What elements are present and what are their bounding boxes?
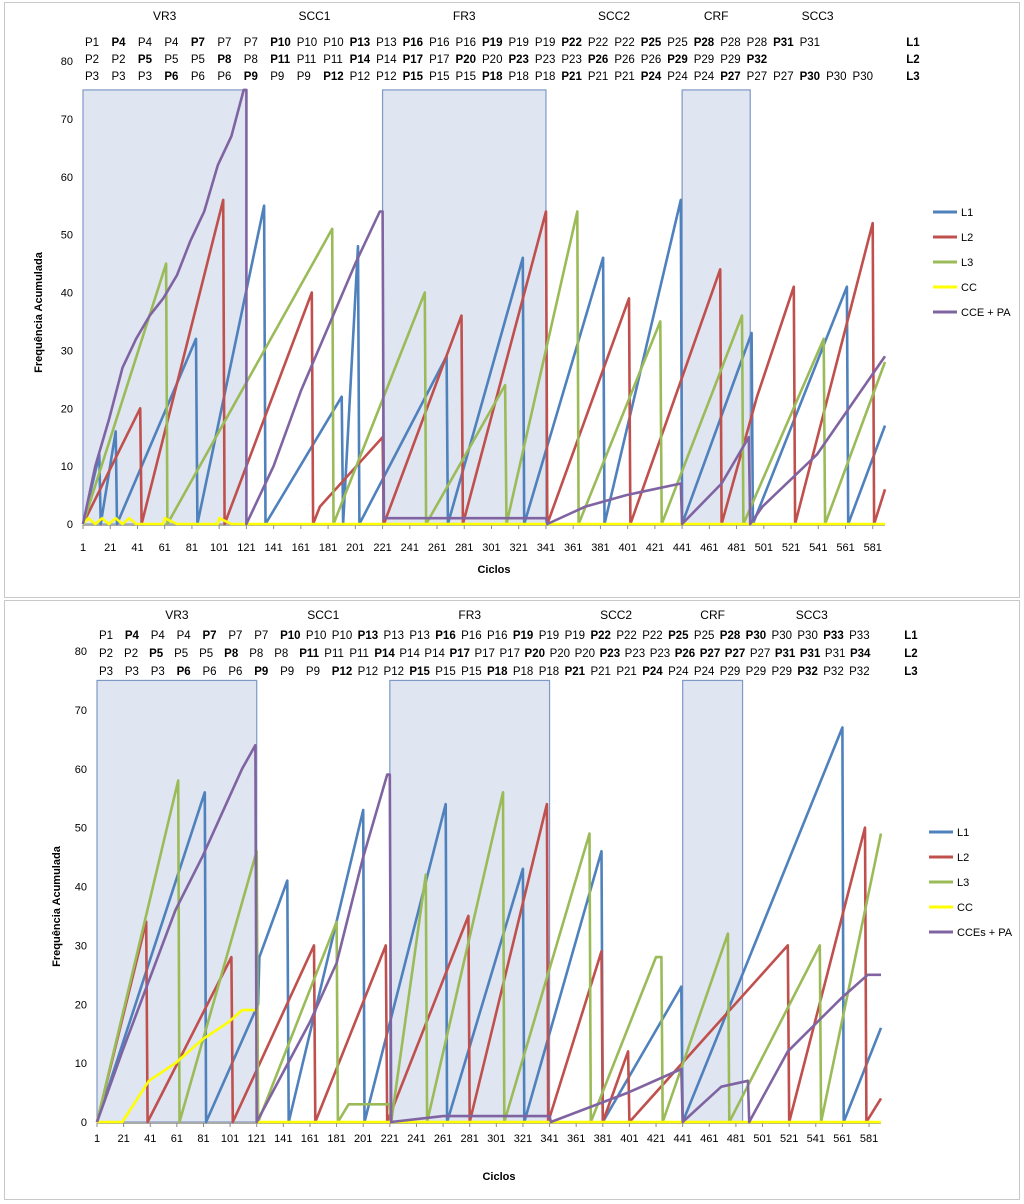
x-tick-label: 1 [79,542,87,554]
participant-cell: P19 [508,37,529,49]
participant-cell: P3 [137,71,153,83]
participant-cell: P6 [217,71,232,83]
participant-cell: P13 [409,630,430,642]
lane-label-l1: L1 [904,630,918,642]
participant-cell: P4 [176,630,191,642]
participant-cell: P32 [823,666,844,678]
participant-cell: P26 [674,648,696,660]
segment-title-fr3: FR3 [458,608,482,622]
participant-cell: P23 [599,648,621,660]
y-tick-label: 80 [74,646,87,658]
participant-cell: P17 [499,648,520,660]
y-tick-label: 50 [74,822,87,835]
participant-cell: P17 [474,648,495,660]
x-tick-label: 241 [407,1133,426,1145]
x-tick-label: 421 [645,542,665,554]
legend-label: CCEs + PA [957,927,1013,939]
participant-cell: P24 [667,71,688,83]
participant-cell: P32 [849,666,870,678]
x-tick-label: 401 [620,1133,639,1145]
participant-cell: P20 [549,648,571,660]
x-tick-label: 381 [593,1133,612,1145]
x-tick-label: 161 [291,542,311,554]
participant-cell: P30 [797,630,818,642]
participant-cell: P31 [824,648,846,660]
participant-cell: P30 [826,71,847,83]
participant-cell: P27 [749,648,771,660]
participant-cell: P28 [693,37,715,49]
participant-cell: P23 [508,54,529,66]
x-tick-label: 301 [487,1133,506,1145]
legend-label: L3 [961,257,974,269]
segment-title-scc3: SCC3 [801,9,834,23]
participant-cell: P15 [429,71,450,83]
y-tick-label: 60 [60,171,73,184]
participant-cell: P5 [199,648,214,660]
participant-cell: P24 [693,666,715,678]
participant-cell: P5 [190,54,205,66]
participant-cell: P10 [270,37,291,49]
participant-cell: P24 [642,666,663,678]
participant-cell: P20 [574,648,596,660]
x-tick-label: 401 [618,542,637,554]
x-tick-label: 561 [836,542,855,554]
participant-cell: P18 [508,71,529,83]
x-tick-label: 481 [727,542,746,554]
participant-cell: P7 [190,37,205,49]
participant-cell: P28 [746,37,768,49]
participant-cell: P23 [561,54,582,66]
participant-cell: P3 [150,666,165,678]
participant-cell: P27 [724,648,746,660]
participant-cell: P31 [773,37,794,49]
participant-cell: P22 [642,630,663,642]
x-tick-label: 341 [540,1133,559,1145]
x-tick-label: 201 [346,542,365,554]
participant-cell: P29 [667,54,688,66]
x-tick-label: 221 [380,1133,400,1145]
participant-cell: P18 [487,666,508,678]
y-tick-label: 30 [60,345,73,358]
x-tick-label: 421 [646,1133,666,1145]
participant-cell: P19 [564,630,586,642]
participant-cell: P19 [538,630,560,642]
participant-cell: P34 [849,648,871,660]
participant-cell: P11 [296,54,317,66]
y-axis-title: Frequência Acumulada [33,252,45,373]
y-tick-label: 30 [74,940,87,953]
y-tick-label: 20 [74,999,87,1012]
participant-cell: P4 [150,630,165,642]
y-tick-label: 50 [60,229,73,242]
participant-cell: P22 [616,630,637,642]
participant-cell: P5 [174,648,189,660]
participant-cell: P27 [773,71,794,83]
participant-cell: P26 [614,54,635,66]
participant-cell: P21 [587,71,609,83]
participant-cell: P4 [124,630,139,642]
x-tick-label: 121 [237,542,256,554]
x-axis-title: Ciclos [482,1171,516,1183]
participant-cell: P6 [202,666,217,678]
participant-cell: P33 [823,630,844,642]
participant-cell: P16 [435,630,456,642]
participant-cell: P30 [852,71,874,83]
participant-cell: P22 [561,37,582,49]
participant-cell: P7 [243,37,258,49]
x-tick-label: 321 [509,542,528,554]
participant-cell: P1 [99,630,114,642]
participant-cell: P14 [376,54,397,66]
participant-cell: P25 [668,630,689,642]
participant-cell: P24 [693,71,715,83]
participant-cell: P23 [534,54,556,66]
participant-cell: P6 [176,666,191,678]
lane-label-l2: L2 [906,54,920,66]
x-tick-label: 301 [482,542,501,554]
x-tick-label: 461 [700,1133,719,1145]
y-tick-label: 20 [60,403,73,416]
x-tick-label: 61 [170,1133,183,1145]
participant-cell: P12 [357,666,379,678]
participant-cell: P25 [693,630,715,642]
x-tick-label: 441 [673,1133,692,1145]
participant-cell: P10 [280,630,301,642]
participant-cell: P16 [455,37,477,49]
x-tick-label: 361 [564,542,583,554]
y-tick-label: 70 [74,704,87,717]
participant-cell: P20 [455,54,477,66]
segment-title-scc2: SCC2 [600,608,633,622]
legend-label: L2 [957,852,970,864]
participant-cell: P2 [111,54,126,66]
participant-cell: P10 [305,630,327,642]
x-tick-label: 521 [779,1133,799,1145]
participant-cell: P11 [324,648,344,660]
participant-cell: P23 [624,648,646,660]
participant-cell: P21 [561,71,582,83]
participant-cell: P4 [137,37,153,49]
lane-label-l2: L2 [904,648,918,660]
legend-label: L2 [961,232,974,244]
participant-cell: P32 [797,666,818,678]
x-tick-label: 61 [158,542,171,554]
participant-cell: P16 [402,37,424,49]
x-tick-label: 1 [93,1133,101,1145]
participant-cell: P7 [217,37,232,49]
participant-cell: P9 [305,666,321,678]
participant-cell: P13 [383,630,405,642]
participant-cell: P33 [849,630,870,642]
participant-cell: P32 [746,54,768,66]
participant-cell: P9 [254,666,269,678]
participant-cell: P27 [746,71,768,83]
x-tick-label: 541 [809,542,828,554]
participant-cell: P19 [512,630,534,642]
x-tick-label: 141 [274,1133,293,1145]
x-tick-label: 41 [131,542,144,554]
x-tick-label: 241 [400,542,419,554]
participant-cell: P18 [534,71,556,83]
participant-cell: P9 [280,666,295,678]
participant-cell: P14 [374,648,395,660]
segment-title-crf: CRF [700,608,725,622]
participant-cell: P22 [587,37,609,49]
segment-title-crf: CRF [703,9,729,23]
participant-cell: P31 [799,37,821,49]
participant-cell: P14 [424,648,445,660]
participant-cell: P15 [402,71,424,83]
participant-cell: P12 [376,71,397,83]
participant-cell: P30 [799,71,821,83]
participant-cell: P11 [349,648,369,660]
segment-title-scc1: SCC1 [307,608,340,622]
segment-title-scc2: SCC2 [598,9,631,23]
x-tick-label: 201 [354,1133,373,1145]
x-tick-label: 161 [300,1133,320,1145]
participant-cell: P11 [299,648,320,660]
legend-label: L3 [957,877,970,889]
participant-cell: P20 [482,54,503,66]
participant-cell: P27 [699,648,721,660]
participant-cell: P22 [614,37,635,49]
participant-cell: P29 [720,54,741,66]
x-tick-label: 41 [144,1133,157,1145]
participant-cell: P19 [534,37,556,49]
x-tick-label: 101 [220,1133,240,1145]
x-tick-label: 581 [863,542,882,554]
x-tick-label: 261 [427,542,447,554]
phase-shade-crf [683,680,743,1122]
participant-cell: P9 [296,71,311,83]
participant-cell: P5 [149,648,164,660]
participant-cell: P26 [640,54,662,66]
y-tick-label: 0 [66,519,73,531]
y-tick-label: 10 [60,461,73,474]
legend-label: L1 [961,207,974,219]
participant-cell: P24 [668,666,689,678]
x-tick-label: 381 [591,542,610,554]
segment-title-vr3: VR3 [153,9,177,23]
participant-cell: P8 [274,648,289,660]
participant-cell: P13 [376,37,397,49]
x-tick-label: 21 [117,1133,130,1145]
participant-cell: P10 [331,630,353,642]
lane-label-l3: L3 [906,71,920,83]
participant-cell: P12 [323,71,344,83]
participant-cell: P3 [124,666,139,678]
participant-cell: P7 [254,630,269,642]
participant-cell: P30 [771,630,793,642]
segment-title-fr3: FR3 [452,9,476,23]
participant-cell: P12 [349,71,371,83]
participant-cell: P18 [482,71,503,83]
participant-cell: P15 [455,71,477,83]
y-axis-title: Frequência Acumulada [51,846,63,967]
segment-title-vr3: VR3 [165,608,189,622]
x-tick-label: 361 [567,1133,586,1145]
legend-label: CC [957,902,973,914]
participant-cell: P10 [296,37,318,49]
x-tick-label: 21 [104,542,117,554]
x-tick-label: 501 [753,1133,772,1145]
participant-cell: P16 [487,630,508,642]
participant-cell: P28 [719,630,741,642]
participant-cell: P10 [323,37,344,49]
y-tick-label: 40 [60,287,73,300]
x-tick-label: 181 [327,1133,346,1145]
x-tick-label: 181 [318,542,338,554]
participant-cell: P29 [719,666,741,678]
x-tick-label: 81 [197,1133,210,1145]
x-tick-label: 541 [806,1133,825,1145]
chart-top [5,3,1019,597]
segment-title-scc1: SCC1 [298,9,331,23]
participant-cell: P21 [614,71,635,83]
y-tick-label: 60 [74,763,87,776]
participant-cell: P25 [640,37,662,49]
participant-cell: P21 [590,666,611,678]
participant-cell: P4 [111,37,126,49]
x-tick-label: 101 [209,542,229,554]
participant-cell: P11 [270,54,291,66]
participant-cell: P8 [243,54,258,66]
participant-cell: P13 [357,630,379,642]
participant-cell: P21 [616,666,637,678]
segment-title-scc3: SCC3 [795,608,828,622]
participant-cell: P15 [409,666,430,678]
legend-label: CCE + PA [961,307,1011,319]
participant-cell: P31 [799,648,821,660]
x-tick-label: 121 [247,1133,266,1145]
chart-panel-top [4,2,1020,598]
x-tick-label: 281 [455,542,474,554]
participant-cell: P17 [402,54,424,66]
participant-cell: P29 [771,666,793,678]
participant-cell: P15 [461,666,482,678]
x-tick-label: 341 [536,542,556,554]
participant-cell: P8 [217,54,232,66]
participant-cell: P12 [383,666,405,678]
participant-cell: P3 [99,666,114,678]
participant-cell: P3 [85,71,100,83]
participant-cell: P11 [323,54,343,66]
lane-label-l3: L3 [904,666,918,678]
participant-cell: P25 [667,37,688,49]
x-tick-label: 481 [726,1133,746,1145]
participant-cell: P13 [349,37,371,49]
participant-cell: P2 [99,648,114,660]
participant-cell: P14 [349,54,371,66]
chart-bottom [5,601,1019,1199]
participant-cell: P8 [224,648,239,660]
participant-cell: P18 [538,666,560,678]
participant-cell: P16 [429,37,450,49]
participant-cell: P14 [399,648,420,660]
y-tick-label: 70 [60,113,73,126]
x-tick-label: 501 [754,542,773,554]
participant-cell: P2 [85,54,100,66]
participant-cell: P21 [564,666,586,678]
participant-cell: P9 [270,71,285,83]
x-tick-label: 281 [460,1133,479,1145]
y-tick-label: 0 [80,1117,87,1129]
participant-cell: P20 [524,648,546,660]
participant-cell: P27 [720,71,741,83]
x-tick-label: 221 [373,542,392,554]
participant-cell: P1 [85,37,100,49]
chart-panel-bottom [4,600,1020,1200]
participant-cell: P6 [164,71,179,83]
participant-cell: P29 [745,666,767,678]
participant-cell: P5 [137,54,153,66]
x-tick-label: 581 [859,1133,879,1145]
x-tick-label: 141 [264,542,283,554]
x-axis-title: Ciclos [477,564,511,576]
x-tick-label: 81 [185,542,199,554]
participant-cell: P31 [774,648,796,660]
x-tick-label: 461 [700,542,719,554]
participant-cell: P17 [449,648,470,660]
legend-label: CC [961,282,977,294]
participant-cell: P12 [331,666,353,678]
legend-label: L1 [957,827,970,839]
x-tick-label: 561 [833,1133,852,1145]
participant-cell: P7 [202,630,217,642]
participant-cell: P3 [111,71,126,83]
participant-cell: P30 [745,630,767,642]
y-tick-label: 10 [74,1058,87,1071]
participant-cell: P6 [228,666,243,678]
participant-cell: P8 [249,648,264,660]
participant-cell: P5 [164,54,179,66]
participant-cell: P16 [461,630,482,642]
x-tick-label: 441 [672,542,692,554]
y-tick-label: 80 [60,56,73,68]
x-tick-label: 261 [433,1133,453,1145]
participant-cell: P29 [693,54,715,66]
participant-cell: P28 [720,37,741,49]
participant-cell: P4 [164,37,179,49]
participant-cell: P6 [190,71,205,83]
participant-cell: P7 [228,630,243,642]
y-tick-label: 40 [74,881,87,894]
participant-cell: P19 [482,37,503,49]
x-tick-label: 521 [781,542,801,554]
participant-cell: P15 [435,666,456,678]
participant-cell: P24 [640,71,662,83]
lane-label-l1: L1 [906,37,920,49]
participant-cell: P26 [587,54,609,66]
participant-cell: P18 [512,666,534,678]
participant-cell: P17 [429,54,450,66]
participant-cell: P2 [124,648,139,660]
participant-cell: P22 [590,630,611,642]
participant-cell: P9 [243,71,258,83]
participant-cell: P23 [649,648,671,660]
x-tick-label: 321 [513,1133,533,1145]
